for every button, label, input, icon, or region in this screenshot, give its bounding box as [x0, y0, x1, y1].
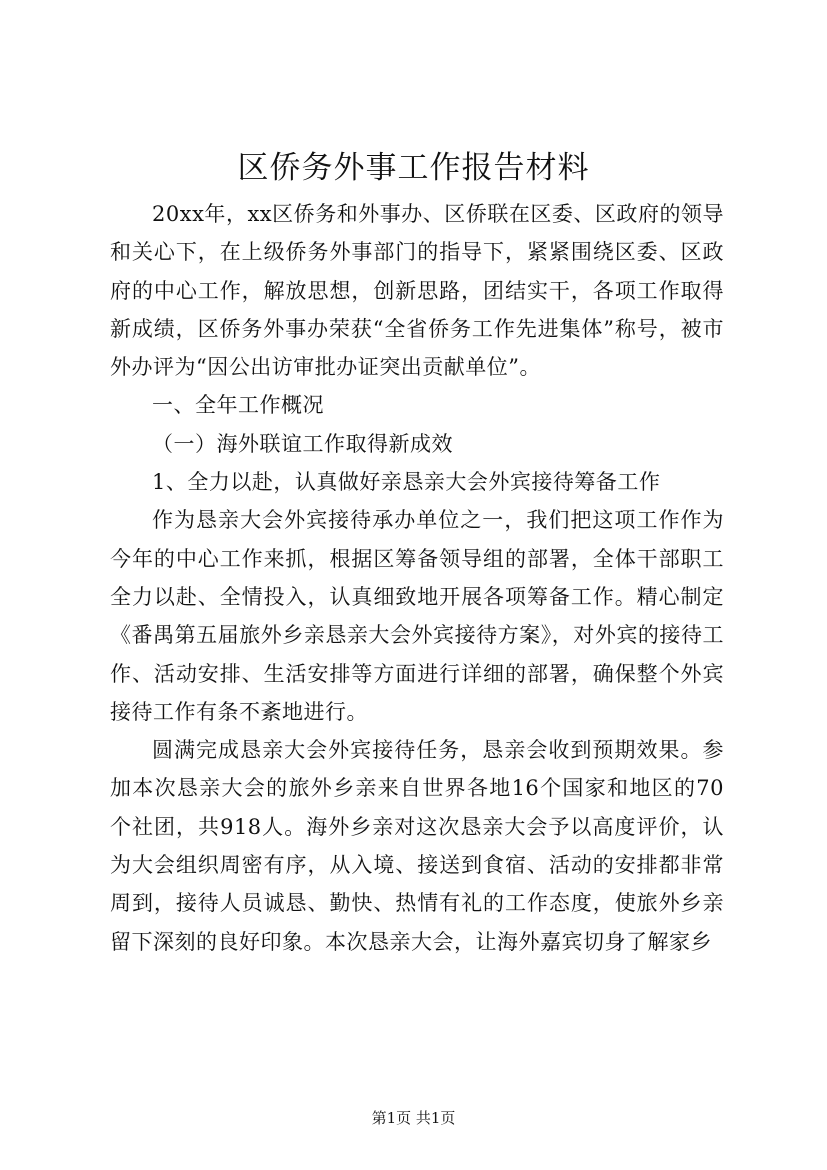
section-heading: 一、全年工作概况 [152, 393, 324, 418]
body-paragraph: 作为恳亲大会外宾接待承办单位之一，我们把这项工作作为今年的中心工作来抓，根据区筹备领导组的部署，全体干部职工全力以赴、全情投入，认真细致地开展各项筹备工作。精心制定《番禺第五届旅外乡亲恳亲大会外宾接待方案》，对外宾的接待工作、活动安排、生活安排等方面进行详细的部署，确保整个外宾接待工作有条不紊地进行。 [110, 508, 724, 724]
item-heading: 1、全力以赴，认真做好亲恳亲大会外宾接待筹备工作 [152, 470, 661, 495]
document-body [110, 195, 724, 961]
document-title: 区侨务外事工作报告材料 [237, 150, 590, 186]
subsection-heading: （一）海外联谊工作取得新成效 [152, 431, 453, 456]
body-paragraph: 圆满完成恳亲大会外宾接待任务，恳亲会收到预期效果。参加本次恳亲大会的旅外乡亲来自世界各地16个国家和地区的70个社团，共918人。海外乡亲对这次恳亲大会予以高度评价，认为大会组织周密有序，从入境、接送到食宿、活动的安排都非常周到，接待人员诚恳、勤快、热情有礼的工作态度，使旅外乡亲留下深刻的良好印象。本次恳亲大会，让海外嘉宾切身了解家乡 [110, 738, 724, 954]
page-footer: 第1页 共1页 [371, 1109, 456, 1127]
intro-paragraph: 20xx年，xx区侨务和外事办、区侨联在区委、区政府的领导和关心下，在上级侨务外事部门的指导下，紧紧围绕区委、区政府的中心工作，解放思想，创新思路，团结实干，各项工作取得新成绩，区侨务外事办荣获“全省侨务工作先进集体”称号，被市外办评为“因公出访审批办证突出贡献单位”。 [110, 202, 724, 380]
